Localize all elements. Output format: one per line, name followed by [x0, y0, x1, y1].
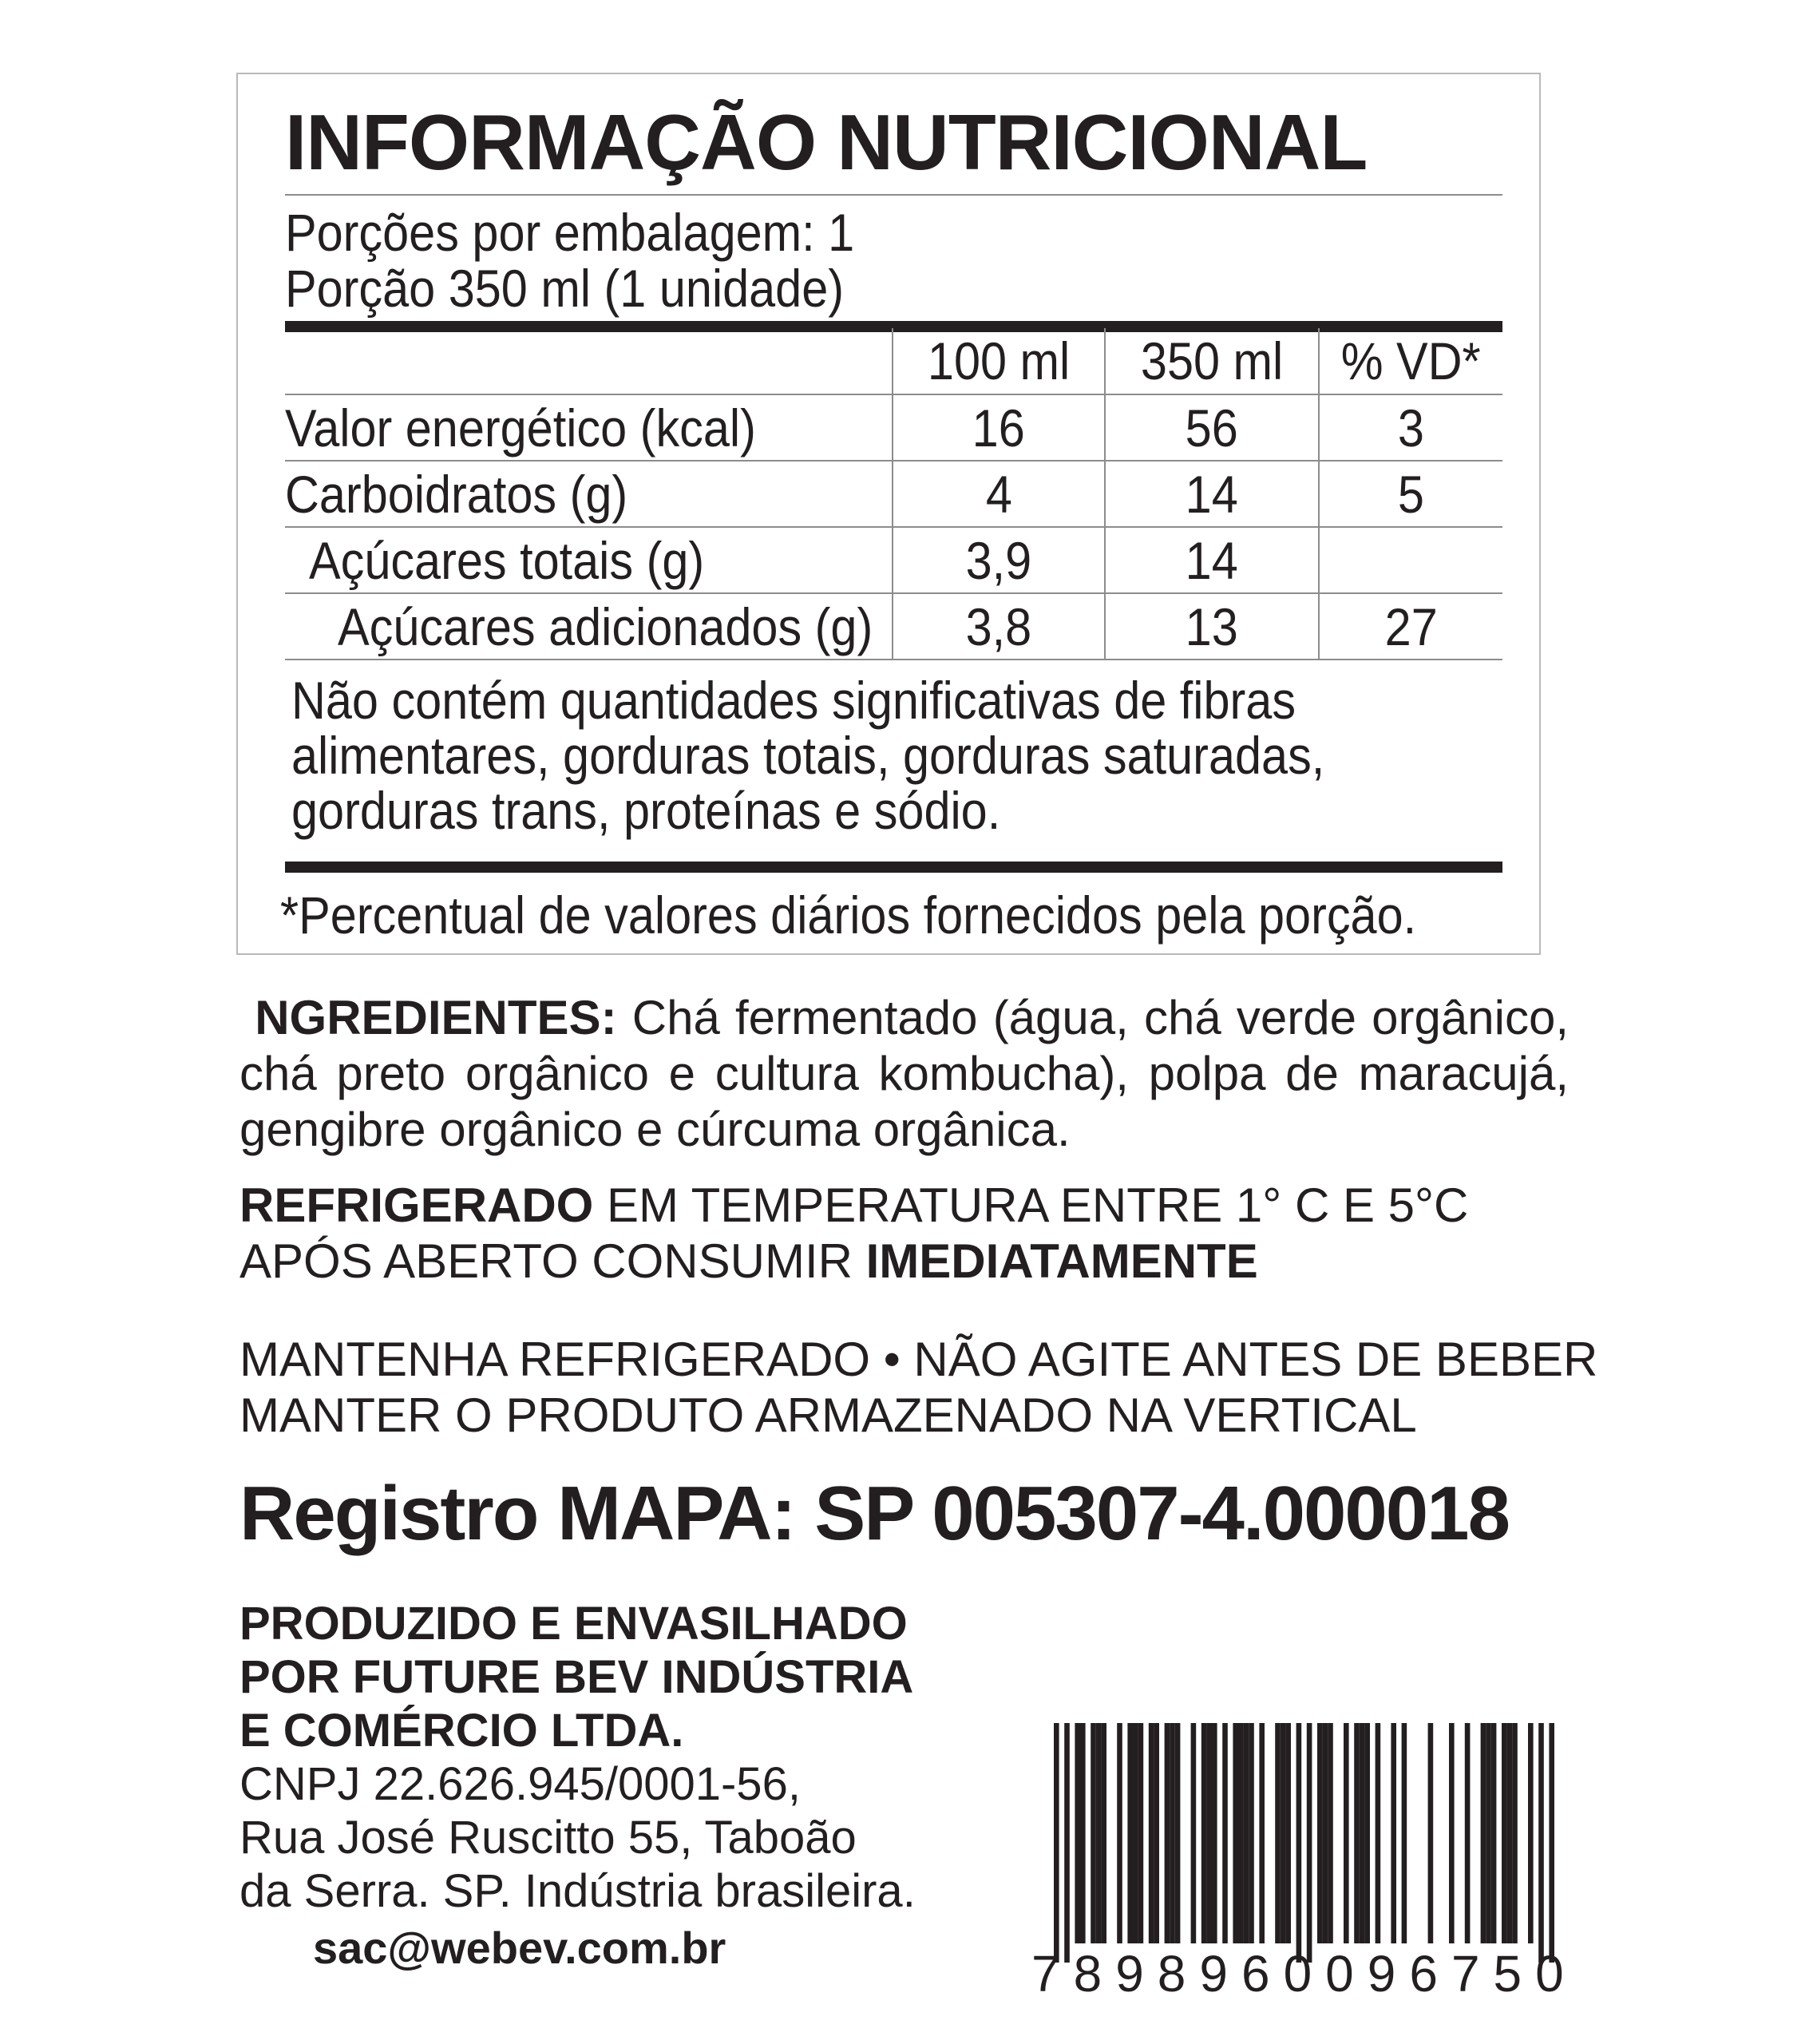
- barcode-bar: [1364, 1723, 1370, 1943]
- barcode-bar: [1075, 1723, 1080, 1943]
- barcode-bar: [1244, 1723, 1249, 1943]
- barcode-bars: [1031, 1723, 1574, 1963]
- barcode-bar: [1402, 1723, 1407, 1943]
- table-row: [285, 594, 1502, 660]
- barcode-bar: [1138, 1723, 1144, 1943]
- barcode-bar: [1275, 1723, 1281, 1943]
- title-divider: [285, 194, 1502, 196]
- nutrition-table: [285, 328, 1502, 660]
- header-label-cell: [285, 328, 893, 394]
- table-row: [285, 461, 1502, 528]
- row-value-vd: 27: [1384, 596, 1438, 656]
- producer-address-line: Rua José Ruscitto 55, Taboão: [239, 1812, 857, 1864]
- barcode-bar: [1549, 1723, 1554, 1963]
- nutrition-title: INFORMAÇÃO NUTRICIONAL: [285, 98, 1368, 186]
- producer-line: E COMÉRCIO LTDA.: [239, 1705, 684, 1757]
- barcode-bar: [1354, 1723, 1360, 1943]
- note-line: Não contém quantidades significativas de fibras: [291, 671, 1296, 730]
- barcode-bar: [1528, 1723, 1534, 1943]
- barcode-bar: [1391, 1723, 1396, 1943]
- barcode-bar: [1212, 1723, 1217, 1943]
- barcode-bar: [1344, 1723, 1349, 1943]
- barcode-bar: [1512, 1723, 1518, 1943]
- nutrition-footnote: *Percentual de valores diários fornecidos pela porção.: [280, 885, 1417, 945]
- header-vd: % VD*: [1341, 331, 1481, 390]
- row-value-350ml: 13: [1106, 594, 1320, 659]
- barcode-bar: [1323, 1723, 1328, 1943]
- storage-refrigerated-label: REFRIGERADO: [239, 1178, 594, 1232]
- barcode-bar: [1175, 1723, 1181, 1943]
- barcode-bar: [1481, 1723, 1486, 1943]
- barcode-bar: [1307, 1723, 1312, 1963]
- barcode-bar: [1428, 1723, 1434, 1943]
- barcode-bar: [1502, 1723, 1507, 1943]
- producer-address-line: da Serra. SP. Indústria brasileira.: [239, 1865, 916, 1917]
- row-value-vd: 3: [1397, 398, 1425, 458]
- barcode-bar: [1491, 1723, 1497, 1943]
- barcode-bar: [1117, 1723, 1122, 1943]
- servings-per-package: Porções por embalagem: 1: [285, 203, 855, 262]
- storage-immediately-label: IMEDIATAMENTE: [865, 1234, 1258, 1288]
- note-line: gorduras trans, proteínas e sódio.: [291, 781, 1001, 840]
- barcode-bar: [1376, 1723, 1381, 1943]
- row-value-vd: 5: [1397, 464, 1425, 524]
- barcode-bar: [1507, 1723, 1513, 1943]
- header-350ml: 350 ml: [1106, 328, 1320, 394]
- barcode-bar: [1296, 1723, 1302, 1963]
- barcode-bar: [1281, 1723, 1286, 1943]
- barcode-bar: [1233, 1723, 1238, 1943]
- barcode-digits: 7898960096750: [1031, 1945, 1578, 2002]
- barcode-bar: [1101, 1723, 1106, 1943]
- storage-instructions: [239, 1178, 1569, 1289]
- row-label: Valor energético (kcal): [285, 395, 893, 460]
- row-value-350ml: 14: [1106, 528, 1320, 592]
- producer-address-line: CNPJ 22.626.945/0001-56,: [239, 1758, 801, 1810]
- barcode-bar: [1222, 1723, 1228, 1943]
- note-line: alimentares, gorduras totais, gorduras saturadas,: [291, 726, 1325, 785]
- barcode-bar: [1149, 1723, 1154, 1943]
- handling-instructions: [239, 1332, 1598, 1444]
- row-value-100ml: 16: [893, 395, 1106, 460]
- row-value-100ml: 4: [893, 461, 1106, 526]
- barcode-bar: [1285, 1723, 1291, 1943]
- table-header-row: [285, 328, 1502, 395]
- storage-line-1: [239, 1178, 1569, 1234]
- row-label: Carboidratos (g): [285, 461, 893, 526]
- barcode-bar: [1449, 1723, 1455, 1943]
- barcode-bar: [1206, 1723, 1212, 1943]
- barcode-bar: [1064, 1723, 1070, 1963]
- barcode-bar: [1165, 1723, 1170, 1943]
- barcode-bar: [1170, 1723, 1175, 1943]
- barcode: [1031, 1723, 1578, 2002]
- storage-line-2: [239, 1234, 1569, 1289]
- barcode-bar: [1328, 1723, 1333, 1943]
- barcode-bar: [1486, 1723, 1491, 1943]
- producer-line: POR FUTURE BEV INDÚSTRIA: [239, 1651, 914, 1703]
- barcode-bar: [1133, 1723, 1138, 1943]
- barcode-bar: [1201, 1723, 1207, 1943]
- storage-after-opening-text: APÓS ABERTO CONSUMIR: [239, 1234, 866, 1288]
- nutrition-facts-panel: [236, 73, 1541, 955]
- footnote-divider: [285, 862, 1502, 873]
- header-100ml: 100 ml: [893, 328, 1106, 394]
- registro-mapa: Registro MAPA: SP 005307-4.000018: [239, 1471, 1509, 1556]
- barcode-bar: [1538, 1723, 1544, 1963]
- serving-size: Porção 350 ml (1 unidade): [285, 259, 845, 318]
- table-row: [285, 528, 1502, 594]
- barcode-bar: [1154, 1723, 1159, 1943]
- barcode-bar: [1191, 1723, 1197, 1943]
- row-value-350ml: 14: [1106, 461, 1320, 526]
- ingredients-label: NGREDIENTES:: [255, 991, 617, 1044]
- barcode-bar: [1238, 1723, 1244, 1943]
- producer-line: PRODUZIDO E ENVASILHADO: [239, 1598, 908, 1650]
- barcode-bar: [1080, 1723, 1086, 1943]
- barcode-bar: [1360, 1723, 1365, 1943]
- row-label: Açúcares totais (g): [285, 528, 893, 592]
- producer-info: [239, 1597, 916, 1918]
- nutrition-note: [291, 673, 1324, 838]
- barcode-bar: [1249, 1723, 1254, 1943]
- ingredients-text: Chá fermentado (água, chá verde orgânico, chá preto orgânico e cultura kombucha), polpa de maracujá, gengibre orgânico e cúrcuma orgânica.: [239, 991, 1570, 1156]
- barcode-bar: [1091, 1723, 1096, 1943]
- table-row: [285, 395, 1502, 461]
- support-email: sac@webev.com.br: [313, 1923, 726, 1973]
- row-value-100ml: 3,8: [893, 594, 1106, 659]
- barcode-bar: [1054, 1723, 1059, 1963]
- barcode-bar: [1127, 1723, 1133, 1943]
- barcode-bar: [1317, 1723, 1323, 1943]
- row-value-350ml: 56: [1106, 395, 1320, 460]
- handling-line-2: MANTER O PRODUTO ARMAZENADO NA VERTICAL: [239, 1388, 1417, 1442]
- storage-temperature-text: EM TEMPERATURA ENTRE 1° C E 5°C: [593, 1178, 1469, 1232]
- ingredients-block: [239, 990, 1569, 1158]
- barcode-bar: [1465, 1723, 1471, 1943]
- barcode-bar: [1259, 1723, 1265, 1943]
- row-value-vd: [1320, 528, 1502, 592]
- barcode-bar: [1096, 1723, 1102, 1943]
- handling-line-1: MANTENHA REFRIGERADO • NÃO AGITE ANTES DE BEBER: [239, 1333, 1598, 1386]
- row-value-100ml: 3,9: [893, 528, 1106, 592]
- row-label: Açúcares adicionados (g): [285, 594, 893, 659]
